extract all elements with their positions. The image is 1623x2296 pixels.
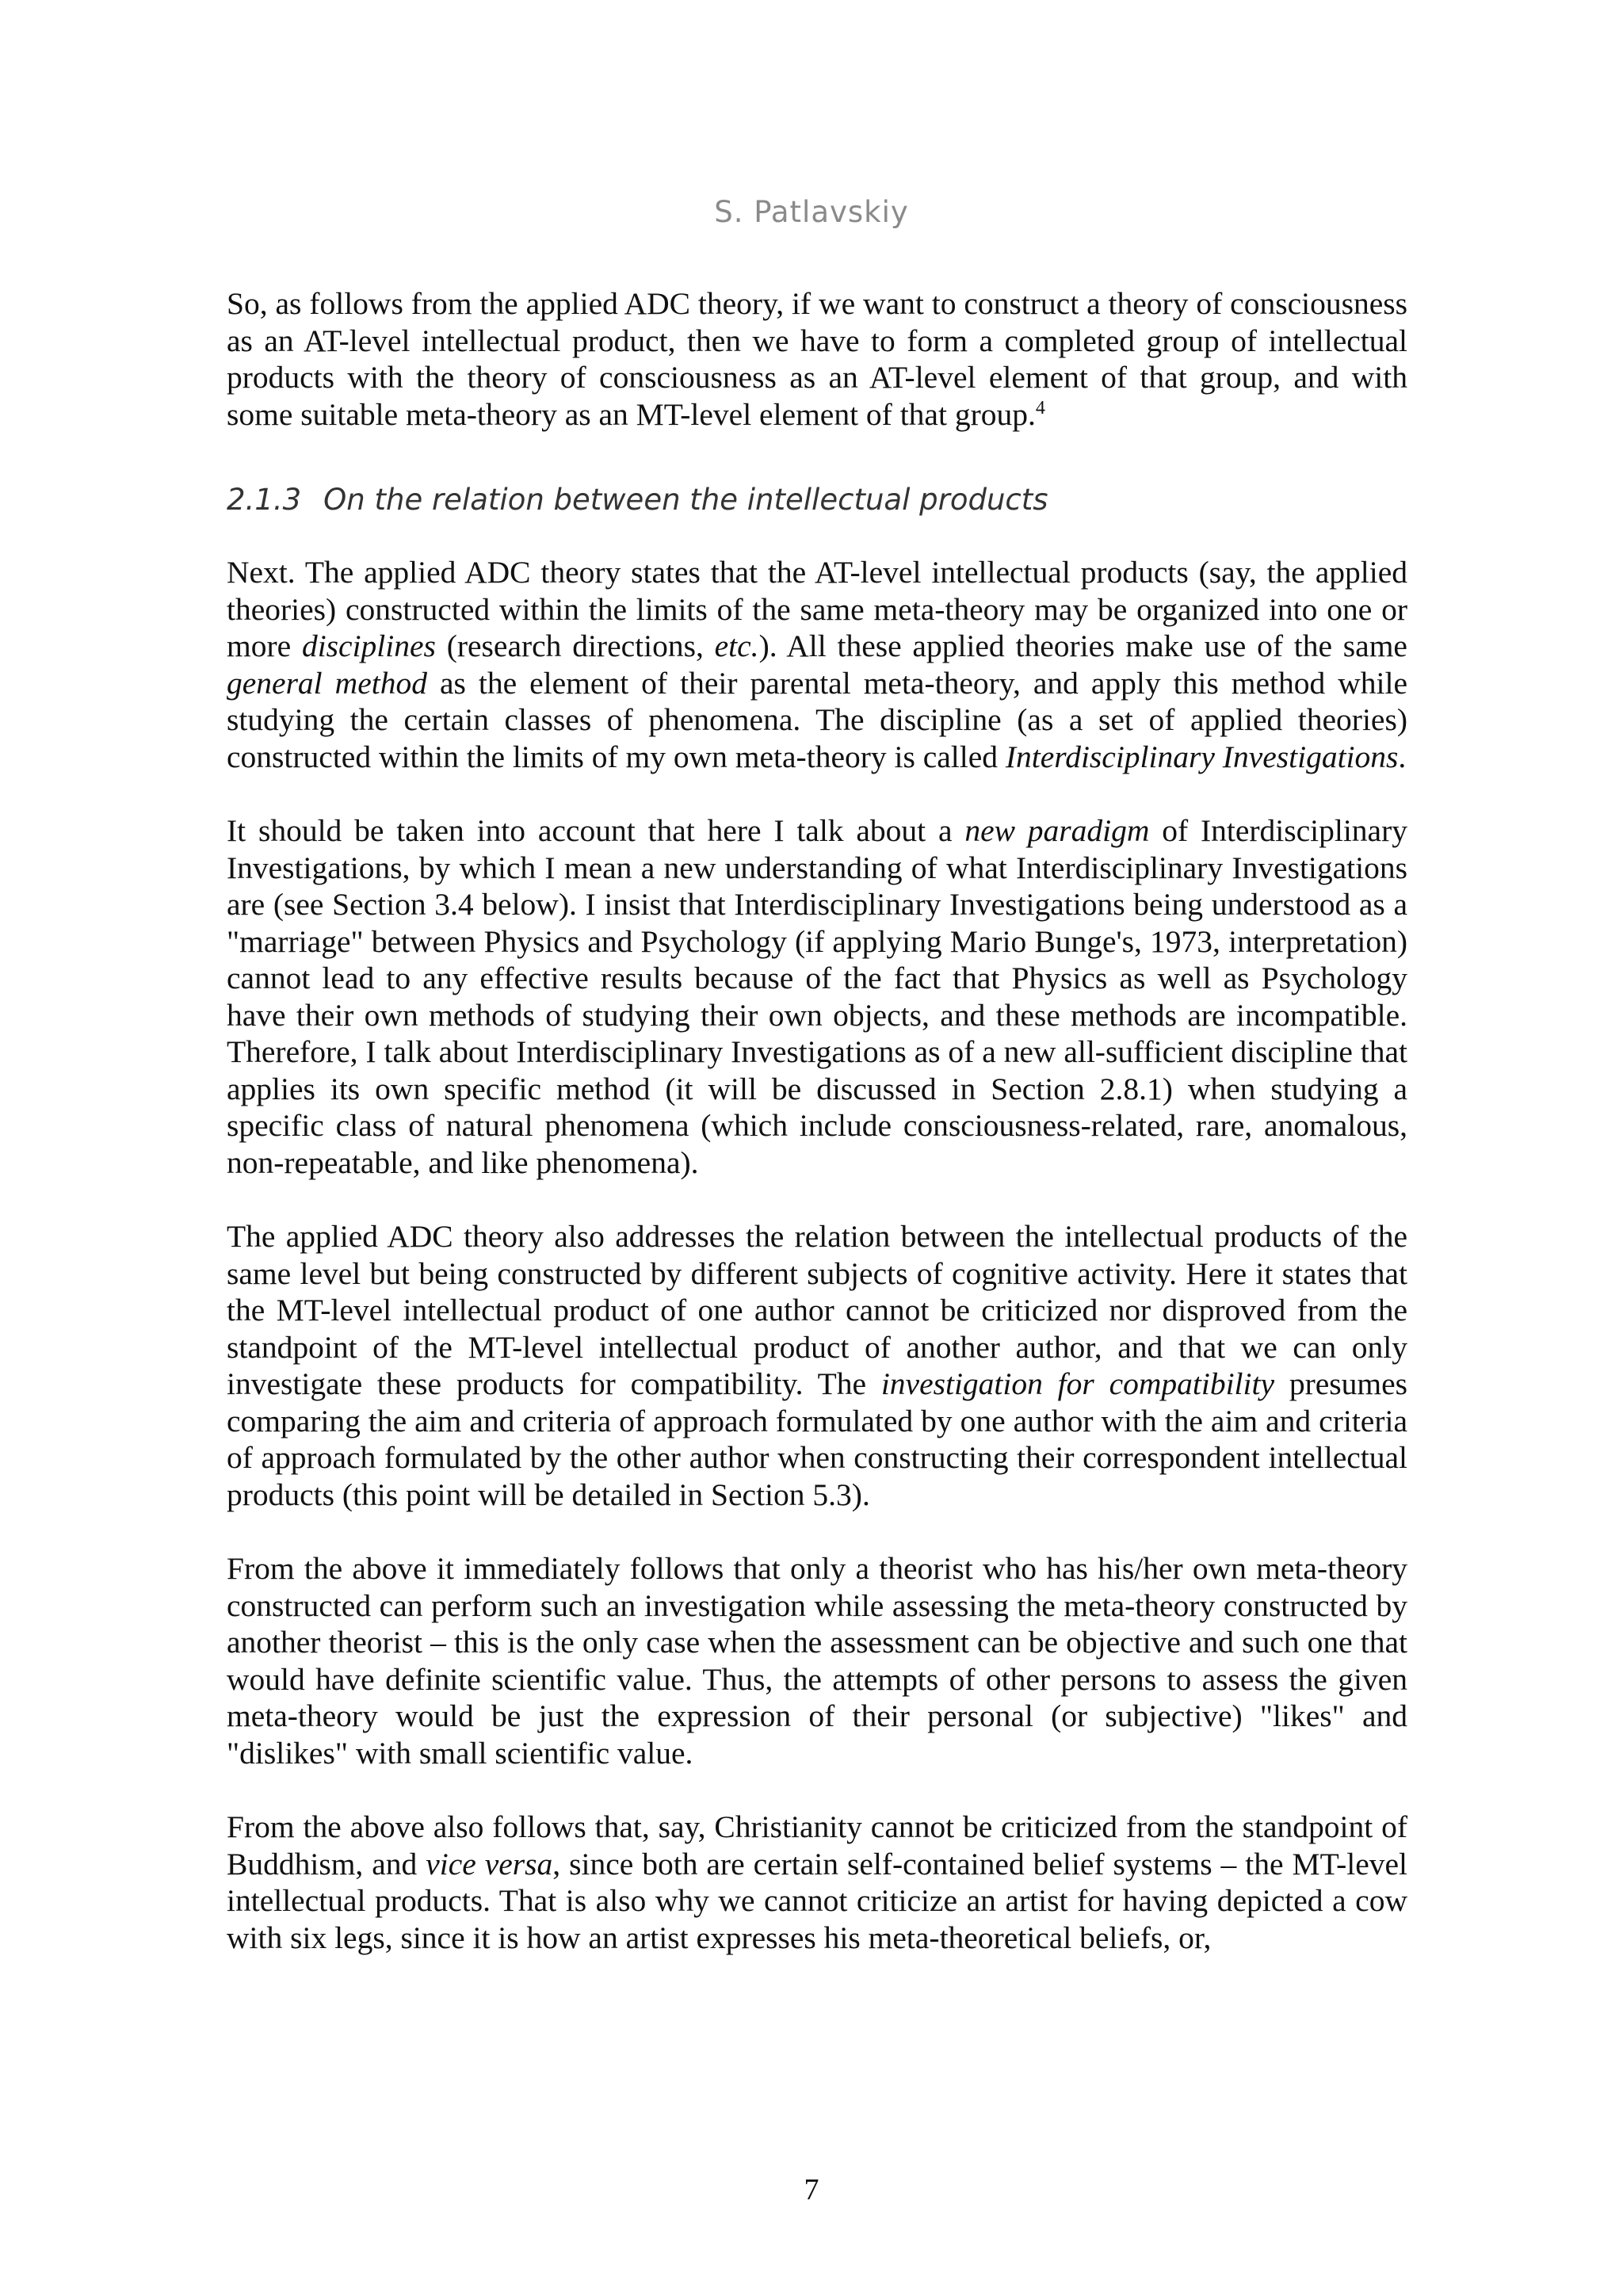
paragraph-3 bbox=[227, 812, 1407, 1181]
footnote-marker: 4 bbox=[1035, 397, 1045, 418]
paragraph-2-text-c: (research directions, bbox=[435, 628, 715, 663]
section-title: On the relation between the intellectual products bbox=[323, 483, 1048, 517]
section-number: 2.1.3 bbox=[227, 483, 302, 517]
paragraph-3-emphasis-new-paradigm: new paradigm bbox=[964, 813, 1150, 848]
paragraph-4 bbox=[227, 1218, 1407, 1513]
paragraph-4-text-c: presumes comparing the aim and criteria of approach formulated by one author with the aim and criteria of approach formulated by the other author when constructing their correspondent intellectual products (this point will be detailed in Section 5.3). bbox=[227, 1366, 1408, 1512]
paragraph-2-text-a: Next. The applied ADC theory states that the AT-level intellectual products (say, the applied theories) constructed within the limits of the same meta-theory may be organized into one or more bbox=[227, 555, 1407, 663]
paragraph-6 bbox=[227, 1809, 1407, 1956]
section-heading bbox=[227, 482, 1407, 518]
paragraph-1 bbox=[227, 285, 1407, 433]
paragraph-2-emphasis-etc: etc. bbox=[714, 628, 759, 663]
paragraph-6-text-c: , since both are certain self-contained belief systems – the MT-level intellectual products. That is also why we cannot criticize an artist for having depicted a cow with six legs, since it is how an artist expresses his meta-theoretical beliefs, or, bbox=[227, 1846, 1407, 1955]
paragraph-2 bbox=[227, 554, 1407, 775]
paragraph-2-text-g: as the element of their parental meta-theory, and apply this method while studying the certain classes of phenomena. The discipline (as a set of applied theories) constructed within the limits of my own meta-theory is called bbox=[227, 665, 1407, 774]
paragraph-1-text: So, as follows from the applied ADC theory, if we want to construct a theory of consciousness as an AT-level intellectual product, then we have to form a completed group of intellectual products with the theory of consciousness as an AT-level element of that group, and with some suitable meta-theory as an MT-level element of that group. bbox=[227, 286, 1407, 432]
paragraph-2-text-i: . bbox=[1398, 739, 1407, 774]
page-body bbox=[227, 285, 1407, 1956]
paragraph-2-emphasis-general-method: general method bbox=[227, 665, 427, 701]
paragraph-5: From the above it immediately follows that only a theorist who has his/her own meta-theory constructed can perform such an investigation while assessing the meta-theory constructed by another theorist – this is the only case when the assessment can be objective and such one that would have definite scientific value. Thus, the attempts of other persons to assess the given meta-theory would be just the expression of their personal (or subjective) "likes" and "dislikes" with small scientific value. bbox=[227, 1551, 1407, 1771]
page-number: 7 bbox=[804, 2173, 819, 2206]
running-head: S. Patlavskiy bbox=[714, 195, 909, 229]
paragraph-6-emphasis-vice-versa: vice versa bbox=[426, 1846, 553, 1881]
paragraph-4-text-a: The applied ADC theory also addresses the relation between the intellectual products of the same level but being constructed by different subjects of cognitive activity. Here it states that the MT-level intellectual product of one author cannot be criticized nor disproved from the standpoint of the MT-level intellectual product of another author, and that we can only investigate these products for compatibility. The bbox=[227, 1219, 1407, 1401]
paragraph-2-text-e: ). All these applied theories make use of the same bbox=[758, 628, 1407, 663]
paragraph-6-text-a: From the above also follows that, say, Christianity cannot be criticized from the standpoint of Buddhism, and bbox=[227, 1809, 1407, 1881]
paragraph-2-emphasis-disciplines: disciplines bbox=[301, 628, 436, 663]
paragraph-4-emphasis-investigation: investigation for compatibility bbox=[880, 1366, 1275, 1401]
paragraph-3-text-a: It should be taken into account that here I talk about a bbox=[227, 813, 965, 848]
paragraph-2-emphasis-interdisciplinary: Interdisciplinary Investigations bbox=[1005, 739, 1399, 774]
paragraph-3-text-c: of Interdisciplinary Investigations, by which I mean a new understanding of what Interdisciplinary Investigations are (see Section 3.4 below). I insist that Interdisciplinary Investigations being understood as a "marriage" between Physics and Psychology (if applying Mario Bunge's, 1973, interpretation) cannot lead to any effective results because of the fact that Physics as well as Psychology have their own methods of studying their own objects, and these methods are incompatible. Therefore, I talk about Interdisciplinary Investigations as of a new all-sufficient discipline that applies its own specific method (it will be discussed in Section 2.8.1) when studying a specific class of natural phenomena (which include consciousness-related, rare, anomalous, non-repeatable, and like phenomena). bbox=[227, 813, 1407, 1180]
